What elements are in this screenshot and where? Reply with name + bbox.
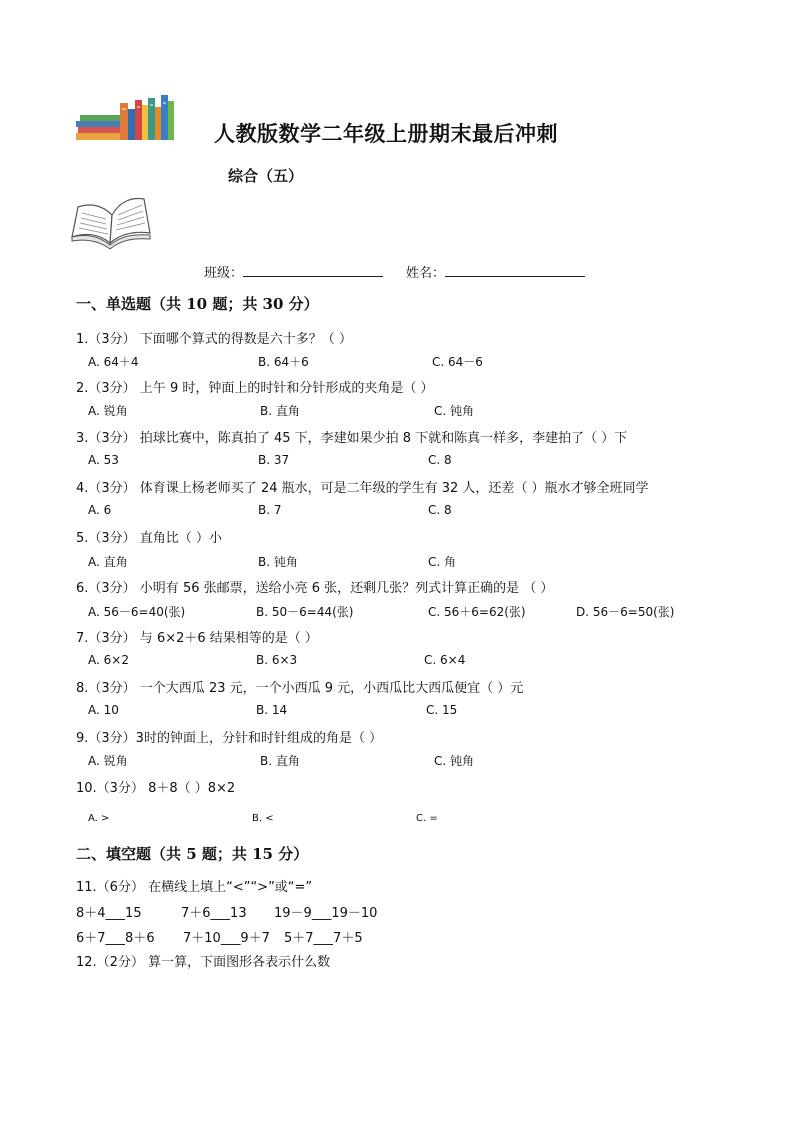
- option-b[interactable]: B. <: [252, 813, 274, 824]
- question-stem: 3.（3分） 拍球比赛中，陈真拍了 45 下，李建如果少拍 8 下就和陈真一样多，李建拍了（ ）下: [76, 431, 628, 446]
- name-label: 姓名：: [406, 266, 446, 281]
- comparison-item[interactable]: 7＋10___9＋7: [183, 931, 270, 946]
- option-b[interactable]: B. 6×3: [256, 653, 298, 667]
- books-stack-icon: [76, 95, 176, 141]
- question-stem: 8.（3分） 一个大西瓜 23 元，一个小西瓜 9 元，小西瓜比大西瓜便宜（ ）元: [76, 681, 524, 696]
- option-a[interactable]: A. 56－6=40(张): [88, 605, 186, 619]
- option-b[interactable]: B. 7: [258, 503, 282, 517]
- section-heading-single-choice: 一、单选题（共 10 题；共 30 分）: [76, 295, 319, 313]
- option-a[interactable]: A. 64＋4: [88, 355, 139, 369]
- question-stem: 7.（3分） 与 6×2＋6 结果相等的是（ ）: [76, 631, 318, 646]
- name-field[interactable]: [406, 262, 585, 281]
- comparison-item[interactable]: 7＋6___13: [181, 906, 247, 921]
- question-stem: 10.（3分） 8＋8（ ）8×2: [76, 781, 236, 796]
- option-b[interactable]: B. 14: [256, 703, 288, 717]
- comparison-item[interactable]: 19－9___19－10: [274, 906, 378, 921]
- question-stem: 12.（2分） 算一算，下面图形各表示什么数: [76, 955, 331, 970]
- option-b[interactable]: B. 37: [258, 453, 290, 467]
- comparison-item[interactable]: 6＋7___8＋6: [76, 931, 155, 946]
- class-input-line[interactable]: [243, 262, 383, 277]
- question-stem: 1.（3分） 下面哪个算式的得数是六十多？（ ）: [76, 332, 352, 347]
- option-c[interactable]: C. 角: [428, 555, 457, 569]
- option-c[interactable]: C. 8: [428, 453, 452, 467]
- option-a[interactable]: A. 6: [88, 503, 112, 517]
- option-a[interactable]: A. 锐角: [88, 754, 128, 768]
- question-stem: 5.（3分） 直角比（ ）小: [76, 531, 222, 546]
- question-stem: 9.（3分）3时的钟面上，分针和时针组成的角是（ ）: [76, 731, 383, 746]
- option-c[interactable]: C. 64－6: [432, 355, 483, 369]
- document-title: 人教版数学二年级上册期末最后冲刺: [214, 121, 558, 146]
- option-c[interactable]: C. 钝角: [434, 754, 475, 768]
- option-c[interactable]: C. 8: [428, 503, 452, 517]
- option-a[interactable]: A. 直角: [88, 555, 128, 569]
- option-b[interactable]: B. 50－6=44(张): [256, 605, 354, 619]
- option-c[interactable]: C. 钝角: [434, 404, 475, 418]
- class-field[interactable]: [204, 262, 383, 281]
- option-b[interactable]: B. 直角: [260, 754, 300, 768]
- option-a[interactable]: A. 53: [88, 453, 119, 467]
- option-c[interactable]: C. 56＋6=62(张): [428, 605, 526, 619]
- option-a[interactable]: A. 6×2: [88, 653, 129, 667]
- comparison-item[interactable]: 8＋4___15: [76, 906, 142, 921]
- option-a[interactable]: A. 锐角: [88, 404, 128, 418]
- question-stem: 11.（6分） 在横线上填上“<”“>”或“=”: [76, 880, 313, 895]
- option-a[interactable]: A. 10: [88, 703, 119, 717]
- class-label: 班级：: [204, 266, 244, 281]
- option-a[interactable]: A. >: [88, 813, 110, 824]
- option-b[interactable]: B. 64＋6: [258, 355, 309, 369]
- comparison-item[interactable]: 5＋7___7＋5: [284, 931, 363, 946]
- option-c[interactable]: C. =: [416, 813, 438, 824]
- name-input-line[interactable]: [445, 262, 585, 277]
- question-stem: 6.（3分） 小明有 56 张邮票，送给小亮 6 张，还剩几张？列式计算正确的是 （ ）: [76, 581, 554, 596]
- option-b[interactable]: B. 直角: [260, 404, 300, 418]
- option-c[interactable]: C. 6×4: [424, 653, 466, 667]
- section-heading-fill-in: 二、填空题（共 5 题；共 15 分）: [76, 845, 309, 863]
- document-subtitle: 综合（五）: [228, 167, 304, 185]
- question-stem: 2.（3分） 上午 9 时，钟面上的时针和分针形成的夹角是（ ）: [76, 381, 434, 396]
- open-book-icon: [70, 193, 152, 251]
- option-c[interactable]: C. 15: [426, 703, 458, 717]
- option-d[interactable]: D. 56－6=50(张): [576, 605, 675, 619]
- question-stem: 4.（3分） 体育课上杨老师买了 24 瓶水，可是二年级的学生有 32 人，还差（ ）瓶水才够全班同学: [76, 481, 649, 496]
- option-b[interactable]: B. 钝角: [258, 555, 298, 569]
